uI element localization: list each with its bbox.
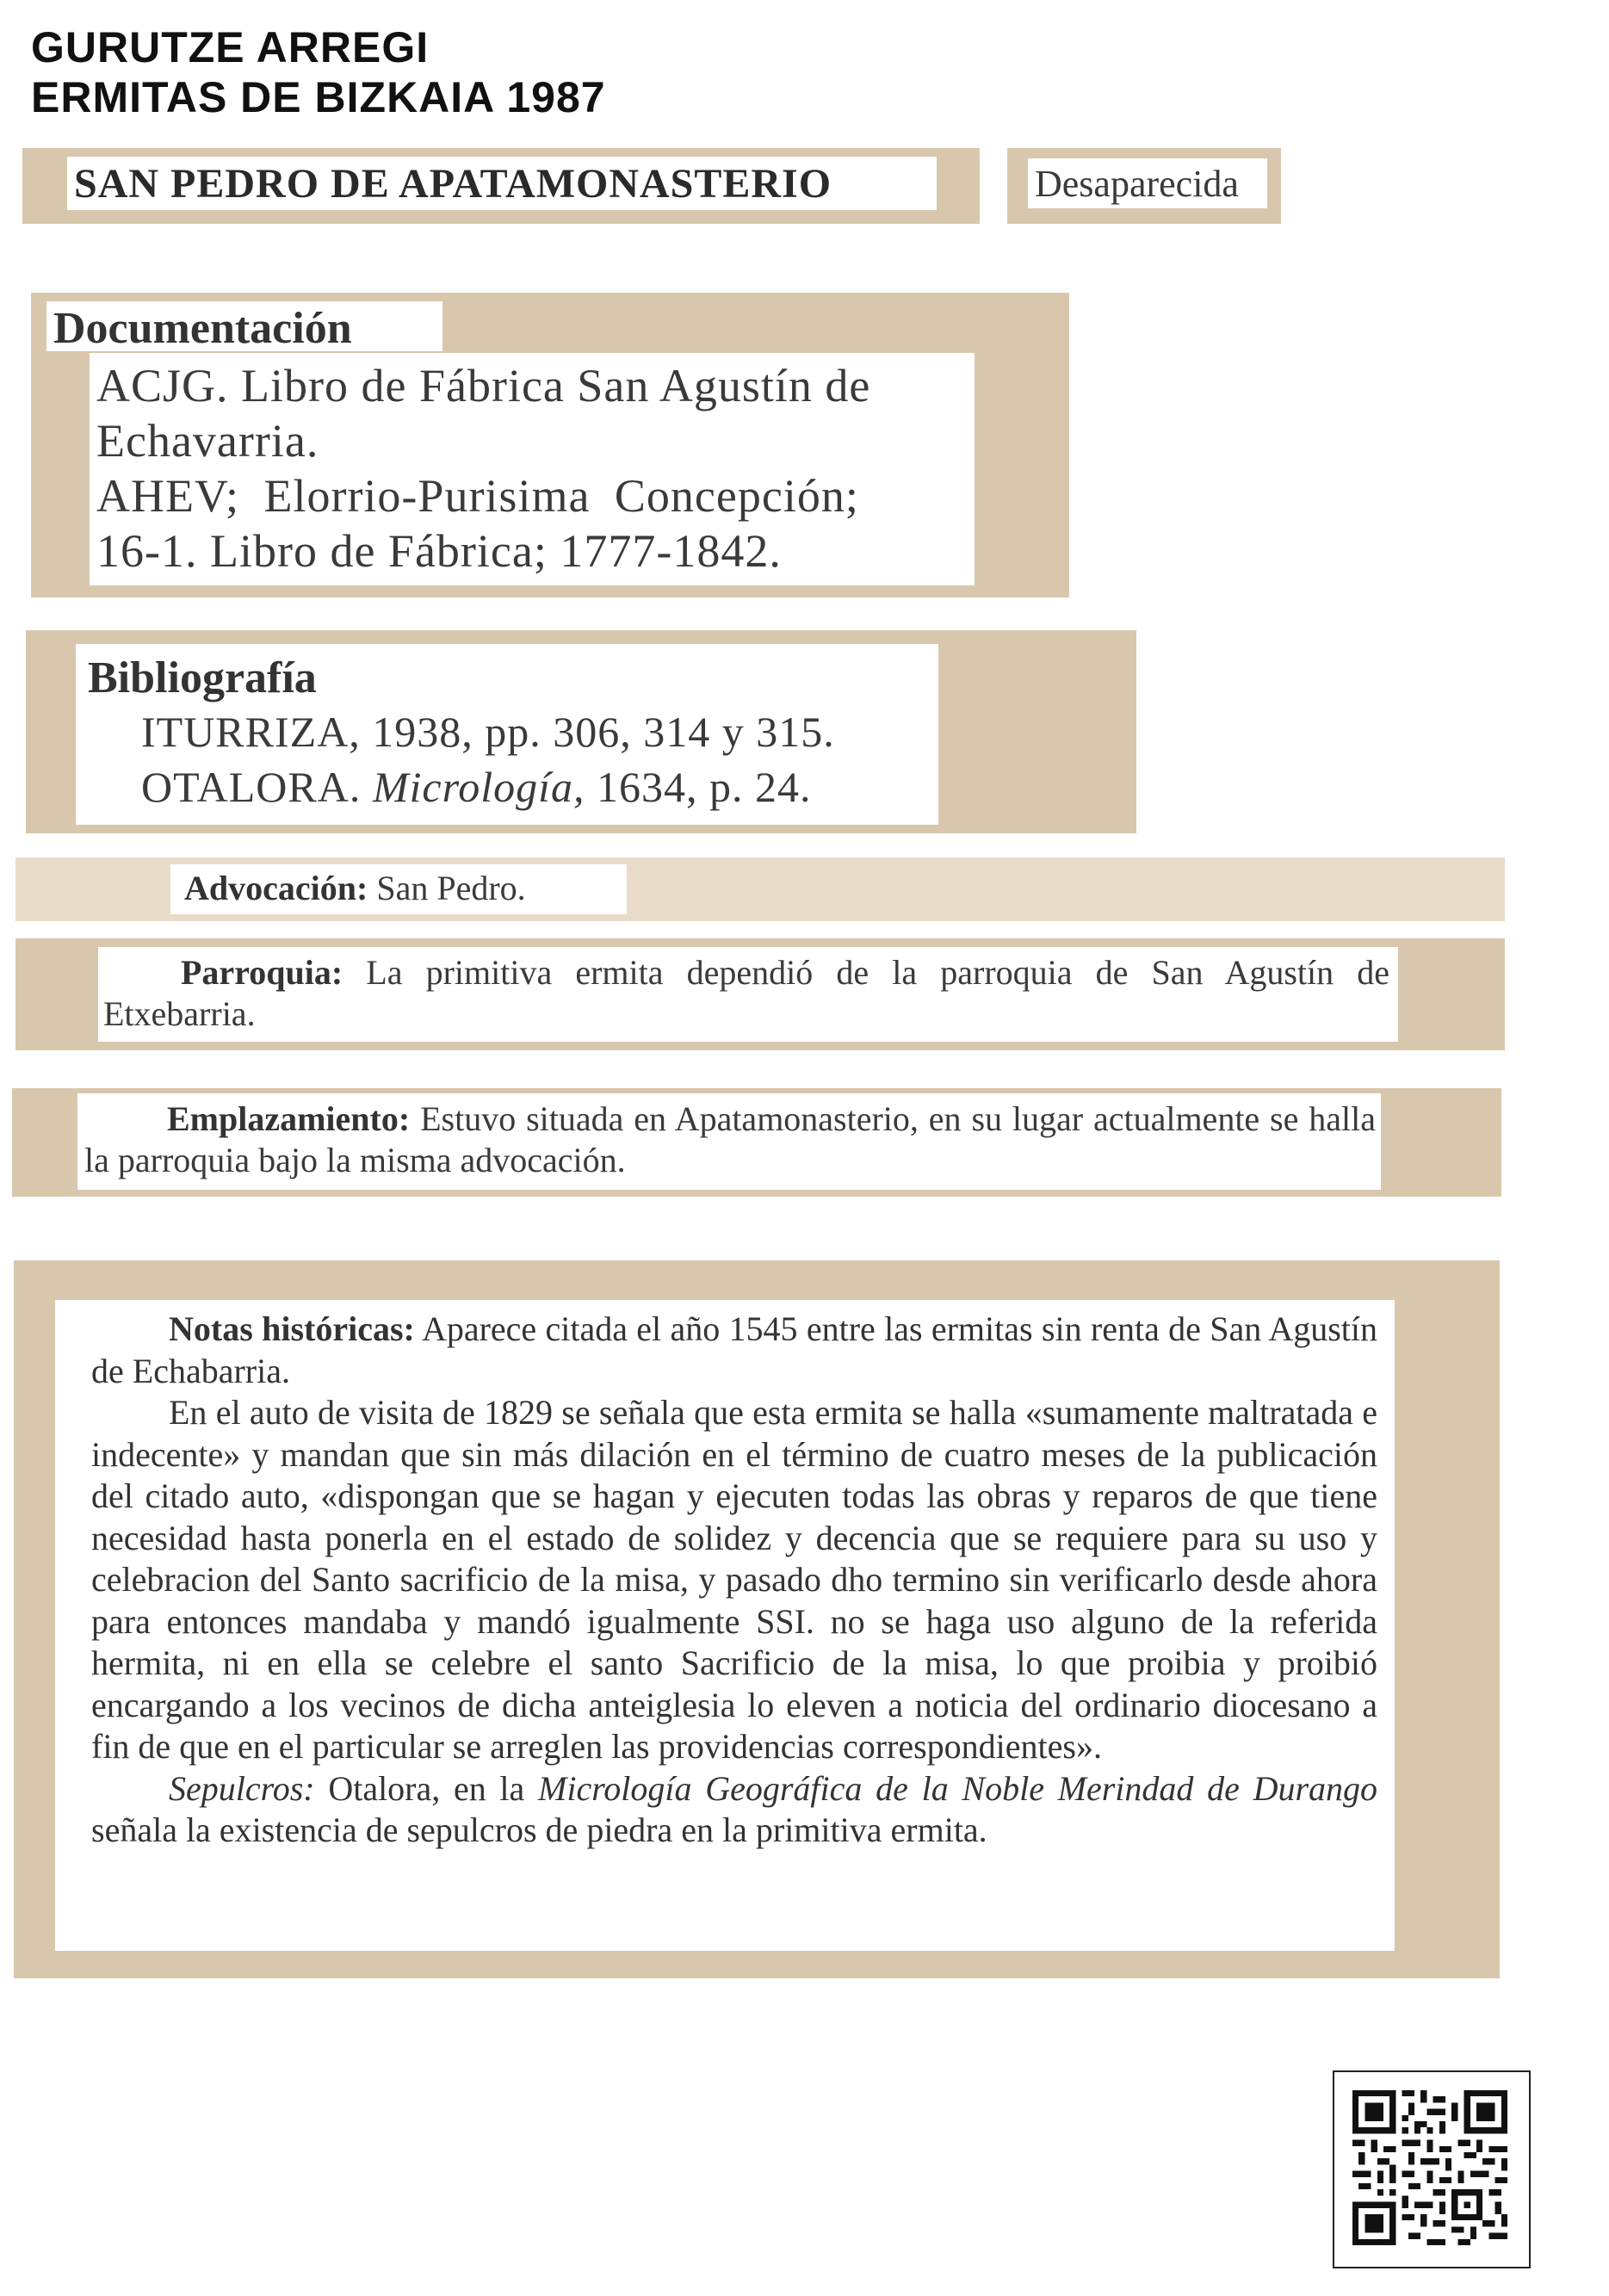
hermitage-name: SAN PEDRO DE APATAMONASTERIO: [74, 161, 832, 207]
notas-p3-a: Otalora, en la: [328, 1768, 525, 1808]
notas-paragraph: [91, 1309, 1377, 1392]
bibliografia-panel: [76, 644, 938, 825]
qr-code-graphic: [1352, 2090, 1507, 2245]
parroquia-text: La primitiva ermita dependió de la parroquia de San Agustín de Etxebarria.: [103, 953, 1389, 1033]
emplazamiento-panel: [77, 1093, 1381, 1190]
advocacion-label: Advocación:: [184, 869, 368, 907]
documentacion-line: ACJG. Libro de Fábrica San Agustín de: [96, 360, 871, 412]
emplazamiento-text: Estuvo situada en Apatamonasterio, en su lugar actualmente se halla la parroquia bajo la misma advocación.: [84, 1099, 1376, 1179]
status-panel: [1028, 158, 1267, 208]
notas-p1: Aparece citada el año 1545 entre las ermitas sin renta de San Agustín de Echabarria.: [91, 1309, 1377, 1390]
bibliografia-entry: ITURRIZA, 1938, pp. 306, 314 y 315.: [141, 708, 835, 756]
notas-p3-title: Micrología Geográfica de la Noble Merindad de Durango: [538, 1768, 1378, 1808]
notas-p3-b: señala la existencia de sepulcros de piedra en la primitiva ermita.: [91, 1810, 987, 1849]
notas-label: Notas históricas:: [169, 1309, 415, 1348]
bibliografia-author: OTALORA.: [141, 763, 362, 811]
documentacion-line: 16-1. Libro de Fábrica; 1777-1842.: [96, 525, 782, 577]
author-name: GURUTZE ARREGI: [31, 23, 430, 71]
documentacion-line: AHEV; Elorrio-Purisima Concepción;: [96, 470, 859, 522]
bibliografia-year: 1634, p. 24.: [597, 763, 812, 811]
header: [31, 22, 606, 122]
title-panel: [67, 157, 937, 210]
sepulcros-label: Sepulcros:: [169, 1768, 315, 1808]
bibliografia-heading: Bibliografía: [88, 653, 317, 702]
book-title: ERMITAS DE BIZKAIA 1987: [31, 73, 606, 121]
documentacion-panel: [90, 353, 975, 585]
documentacion-heading-panel: [46, 301, 442, 351]
advocacion-panel: [170, 864, 627, 914]
documentacion-heading: Documentación: [53, 304, 352, 353]
notas-p2: En el auto de visita de 1829 se señala que esta ermita se halla «sumamente maltratada e indecente» y mandan que sin más dilación en el término de cuatro meses de la publicación del citado auto, «dispongan que se hagan y ejecuten todas las obras y reparos de que tiene necesidad hasta ponerla en el estado de solidez y decencia que se requiere para su uso y celebracion del Santo sacrificio de la misa, y pasado dho termino sin verificarlo desde ahora para entonces mandaba y mandó igualmente SSI. no se haga uso alguno de la referida hermita, ni en ella se celebre el santo Sacrificio de la misa, lo que proibia y proibió encargando a los vecinos de dicha anteiglesia lo eleven a noticia del ordinario diocesano a fin de que en el particular se arreglen las providencias correspondientes».: [91, 1393, 1377, 1766]
qr-code-icon: [1333, 2070, 1531, 2268]
parroquia-label: Parroquia:: [181, 953, 343, 992]
bibliografia-entry: [141, 759, 835, 814]
notas-panel: [55, 1300, 1395, 1951]
advocacion-value: San Pedro.: [376, 869, 526, 907]
emplazamiento-label: Emplazamiento:: [167, 1099, 411, 1138]
parroquia-panel: [98, 947, 1398, 1042]
bibliografia-work-title: Micrología,: [372, 763, 585, 811]
documentacion-line: Echavarria.: [96, 415, 319, 467]
status-badge: Desaparecida: [1035, 163, 1239, 205]
notas-paragraph: [91, 1768, 1377, 1852]
